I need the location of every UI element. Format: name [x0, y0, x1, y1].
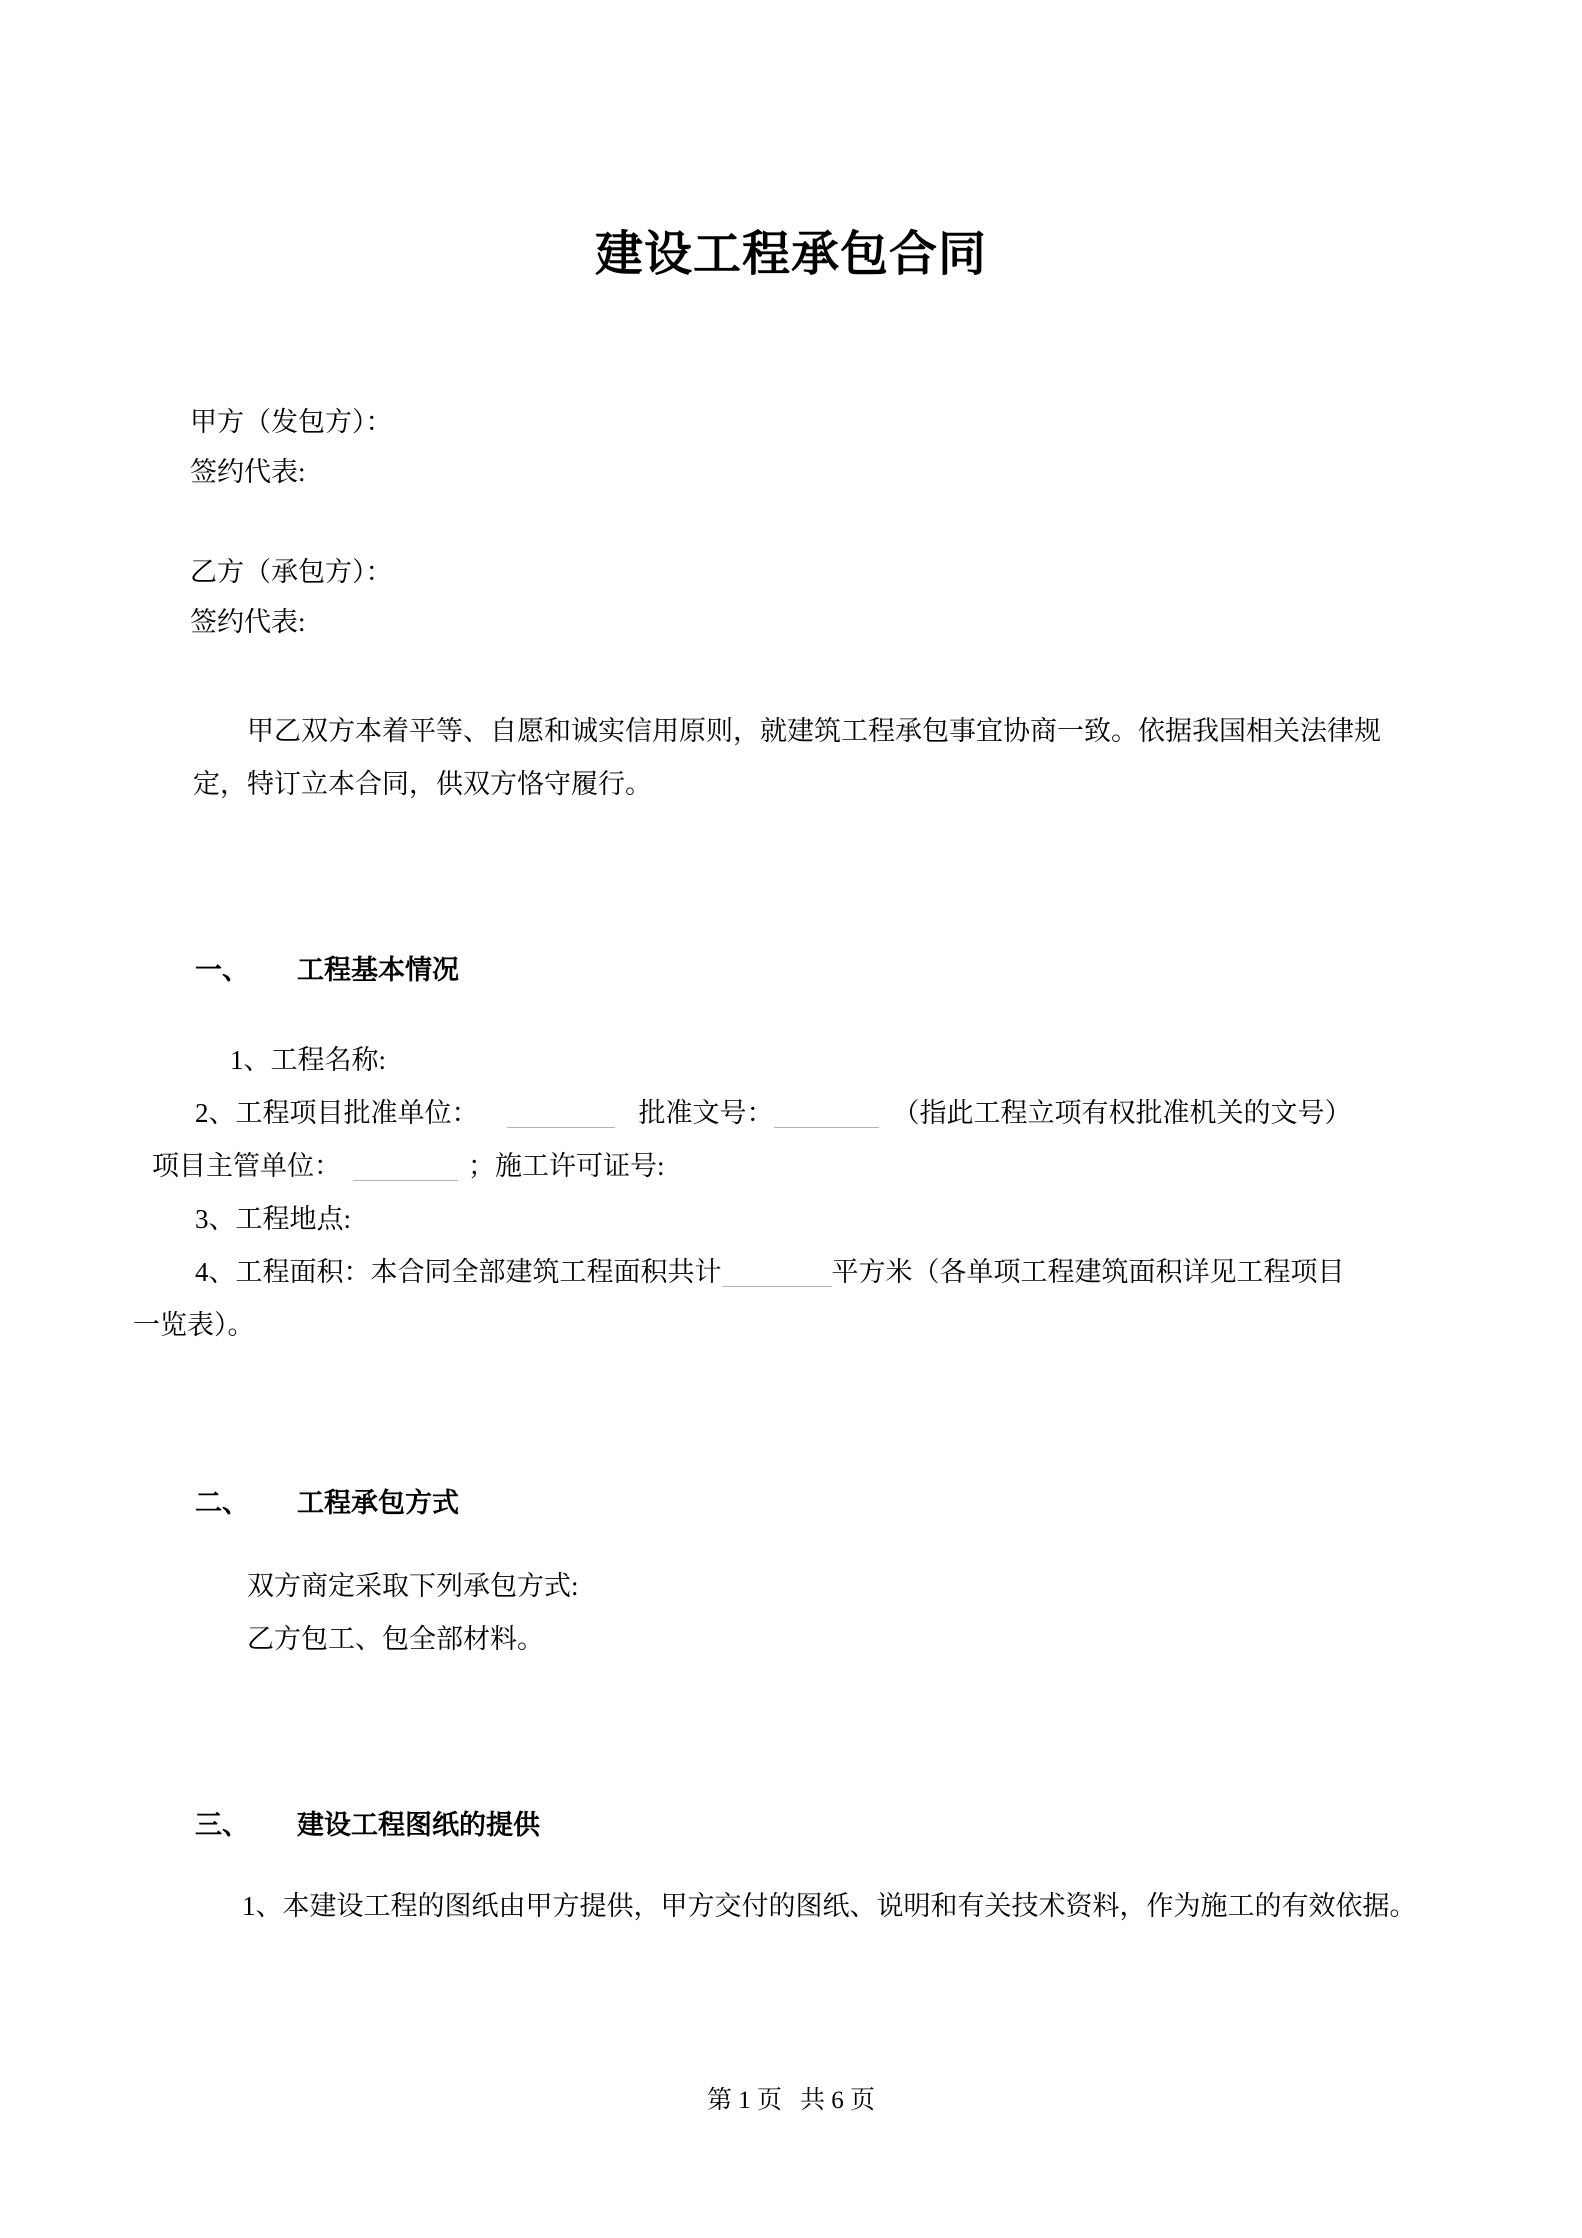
item-4-area-note: 平方米（各单项工程建筑面积详见工程项目	[831, 1257, 1345, 1287]
party-a-representative-label: 签约代表:	[190, 457, 306, 487]
approval-unit-blank-field	[507, 1087, 615, 1128]
section-1-heading	[195, 944, 1582, 997]
section-2-line-2: 乙方包工、包全部材料。	[247, 1624, 544, 1654]
preamble-line-2: 定，特订立本合同，供双方恪守履行。	[193, 769, 652, 799]
supervisor-unit-blank-field	[353, 1140, 458, 1181]
section-2-heading	[195, 1477, 1582, 1530]
party-a-label: 甲方（发包方）：	[190, 407, 393, 437]
section-1-number: 一、	[195, 955, 249, 985]
section-3-heading	[195, 1799, 1582, 1852]
footer-page-total: 共 6 页	[800, 2087, 876, 2114]
party-b-label: 乙方（承包方）：	[190, 557, 393, 587]
section-1-item-4	[195, 1246, 1582, 1299]
item-2-approval-number-label: 批准文号：	[638, 1098, 774, 1128]
section-3-number: 三、	[195, 1810, 249, 1840]
section-1-item-1: 1、工程名称:	[230, 1045, 387, 1075]
item-2-construction-permit-label: ；施工许可证号:	[468, 1151, 665, 1181]
section-2-title: 工程承包方式	[297, 1488, 459, 1518]
page-footer	[0, 2074, 1582, 2127]
section-1-item-2-continued	[152, 1140, 1582, 1193]
item-2-supervisor-unit-label: 项目主管单位：	[152, 1151, 341, 1181]
item-2-approval-note: （指此工程立项有权批准机关的文号）	[892, 1098, 1352, 1128]
section-2-number: 二、	[195, 1488, 249, 1518]
approval-number-blank-field	[774, 1087, 879, 1128]
party-b-representative-label: 签约代表:	[190, 607, 306, 637]
section-2-line-1: 双方商定采取下列承包方式:	[247, 1571, 579, 1601]
section-1-item-3: 3、工程地点:	[195, 1204, 352, 1234]
section-1-item-4-continued: 一览表）。	[133, 1310, 255, 1340]
section-1-title: 工程基本情况	[297, 955, 459, 985]
preamble-line-1: 甲乙双方本着平等、自愿和诚实信用原则，就建筑工程承包事宜协商一致。依据我国相关法律规	[247, 716, 1381, 746]
footer-page-number: 第 1 页	[706, 2087, 782, 2114]
item-4-area-label: 4、工程面积：本合同全部建筑工程面积共计	[195, 1257, 722, 1287]
section-1-item-2	[195, 1087, 1582, 1140]
section-3-item-1: 1、本建设工程的图纸由甲方提供，甲方交付的图纸、说明和有关技术资料，作为施工的有效依据。	[242, 1891, 1417, 1921]
area-blank-field	[722, 1246, 832, 1287]
section-3-title: 建设工程图纸的提供	[297, 1810, 540, 1840]
page-title: 建设工程承包合同	[594, 228, 987, 281]
item-2-approval-unit-label: 2、工程项目批准单位：	[195, 1098, 479, 1128]
